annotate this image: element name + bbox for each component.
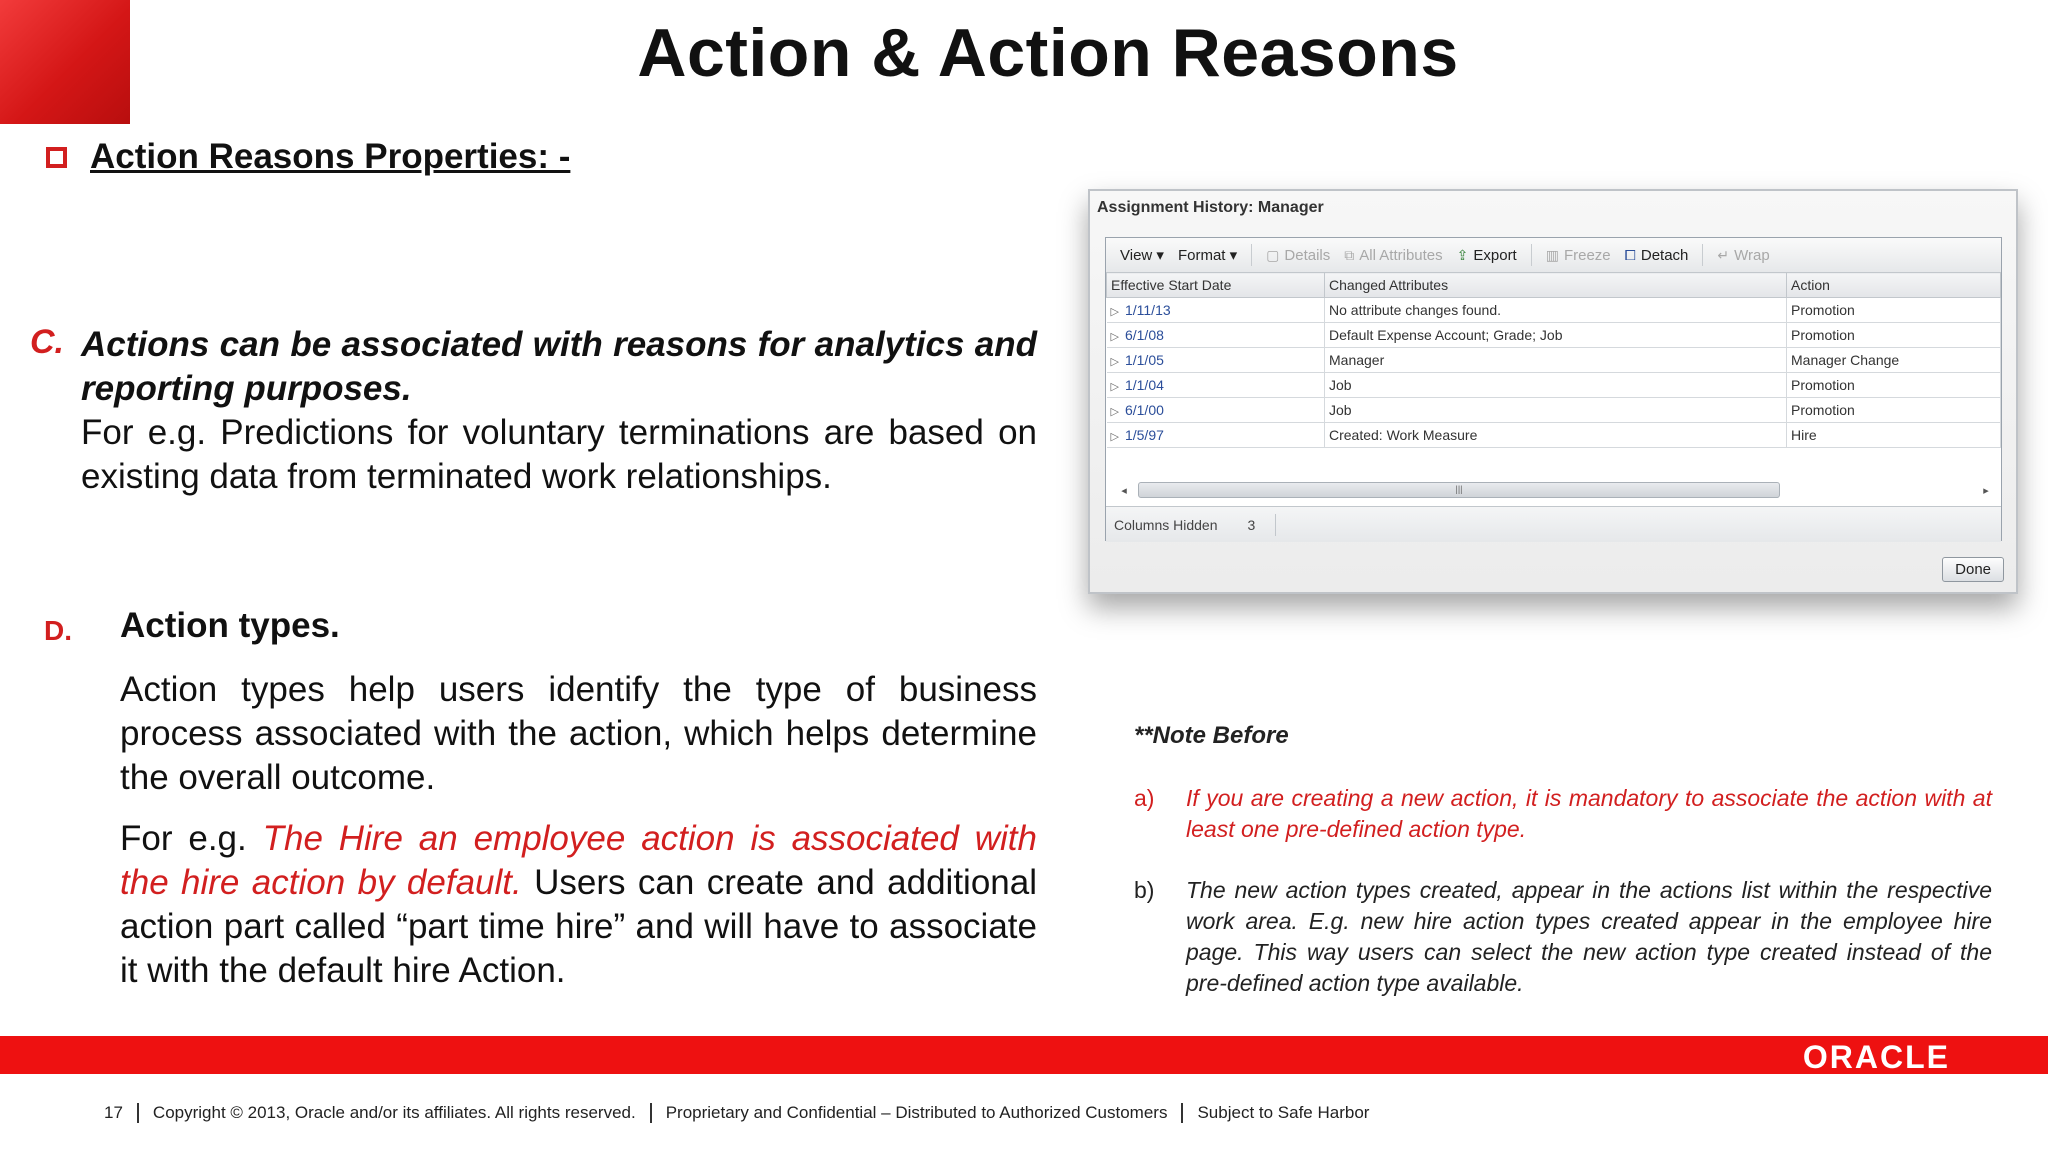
freeze-button[interactable] <box>1546 247 1611 264</box>
table-status-bar <box>1106 506 2001 542</box>
detach-button[interactable] <box>1625 247 1689 264</box>
changed-attributes-cell: Default Expense Account; Grade; Job <box>1325 323 1787 348</box>
export-button[interactable] <box>1457 247 1517 264</box>
copyright-text: Copyright © 2013, Oracle and/or its affiliates. All rights reserved. <box>152 1103 636 1122</box>
note-a-text: If you are creating a new action, it is mandatory to associate the action with at least one pre-defined action type. <box>1186 785 1992 842</box>
scrollbar-thumb[interactable]: ||| <box>1138 482 1780 498</box>
columns-hidden-count: 3 <box>1247 516 1256 533</box>
safe-harbor-text: Subject to Safe Harbor <box>1197 1103 1370 1122</box>
section-c-body: For e.g. Predictions for voluntary terminations are based on existing data from terminated work relationships. <box>81 413 1037 496</box>
history-grid <box>1106 272 2001 448</box>
dialog-title: Assignment History: Manager <box>1097 199 1324 216</box>
wrap-label: Wrap <box>1734 246 1770 264</box>
bullet-heading <box>46 137 570 177</box>
toolbar-divider <box>1251 244 1252 266</box>
date-cell <box>1107 398 1325 423</box>
expand-triangle-icon[interactable]: ▷ <box>1110 406 1119 418</box>
table-row[interactable] <box>1107 298 2001 323</box>
detach-icon: ⧠ <box>1624 246 1636 263</box>
table-toolbar <box>1106 238 2001 273</box>
column-header-effective-start-date[interactable]: Effective Start Date <box>1107 273 1325 298</box>
expand-triangle-icon[interactable]: ▷ <box>1110 331 1119 343</box>
wrap-icon: ↵ <box>1717 246 1730 263</box>
footer-divider <box>1181 1103 1183 1123</box>
history-table-panel <box>1105 237 2002 541</box>
page-number: 17 <box>104 1103 123 1122</box>
section-d-paragraph-2 <box>120 817 1037 993</box>
checkbox-bullet-icon <box>46 147 67 168</box>
export-label: Export <box>1473 246 1517 264</box>
freeze-label: Freeze <box>1563 246 1611 264</box>
note-item-a <box>1134 783 1992 845</box>
table-row[interactable] <box>1107 398 2001 423</box>
toolbar-divider <box>1531 244 1532 266</box>
changed-attributes-cell: Manager <box>1325 348 1787 373</box>
column-header-action[interactable]: Action <box>1787 273 2001 298</box>
action-cell: Promotion <box>1787 398 2001 423</box>
changed-attributes-cell: No attribute changes found. <box>1325 298 1787 323</box>
action-cell: Promotion <box>1787 298 2001 323</box>
table-row[interactable] <box>1107 423 2001 448</box>
action-cell: Hire <box>1787 423 2001 448</box>
section-d-paragraph-1: Action types help users identify the type of business process associated with the action, which helps determine the overall outcome. <box>120 670 1037 797</box>
oracle-logo: ORACLE <box>1802 1039 1950 1075</box>
all-attributes-label: All Attributes <box>1359 246 1443 264</box>
expand-triangle-icon[interactable]: ▷ <box>1110 306 1119 318</box>
confidential-text: Proprietary and Confidential – Distributed to Authorized Customers <box>665 1103 1168 1122</box>
done-button[interactable]: Done <box>1942 557 2004 582</box>
date-cell <box>1107 373 1325 398</box>
table-row[interactable] <box>1107 348 2001 373</box>
section-d-para2-highlight: The Hire an employee action is associated with the hire action by default. <box>120 819 1037 902</box>
date-value[interactable]: 6/1/00 <box>1124 402 1164 418</box>
detach-label: Detach <box>1640 246 1689 264</box>
scroll-right-icon[interactable]: ▸ <box>1983 484 1989 497</box>
date-cell <box>1107 298 1325 323</box>
section-d-para2-suffix: Users can create and additional action part called “part time hire” and will have to associate it with the default hire Action. <box>120 863 1037 990</box>
section-c-text <box>81 323 1037 499</box>
expand-triangle-icon[interactable]: ▷ <box>1110 431 1119 443</box>
freeze-icon: ▥ <box>1545 246 1559 263</box>
changed-attributes-cell: Created: Work Measure <box>1325 423 1787 448</box>
details-label: Details <box>1284 246 1331 264</box>
date-value[interactable]: 1/1/04 <box>1124 377 1164 393</box>
footer-red-bar <box>0 1036 2048 1074</box>
bullet-heading-text: Action Reasons Properties: - <box>90 137 571 176</box>
table-row[interactable] <box>1107 373 2001 398</box>
date-value[interactable]: 6/1/08 <box>1124 327 1164 343</box>
details-icon: ▢ <box>1266 246 1280 263</box>
attributes-icon: ⧉ <box>1344 246 1355 263</box>
columns-hidden-label: Columns Hidden <box>1114 516 1218 533</box>
footer-divider <box>650 1103 652 1123</box>
date-cell <box>1107 423 1325 448</box>
date-cell <box>1107 323 1325 348</box>
slide-title: Action & Action Reasons <box>637 15 1459 91</box>
section-c-lead: Actions can be associated with reasons for analytics and reporting purposes. <box>81 325 1037 408</box>
section-c-marker: C. <box>30 323 64 361</box>
assignment-history-dialog <box>1088 189 2018 594</box>
status-divider <box>1275 514 1276 536</box>
column-header-changed-attributes[interactable]: Changed Attributes <box>1325 273 1787 298</box>
date-cell <box>1107 348 1325 373</box>
view-menu[interactable] <box>1120 246 1164 264</box>
all-attributes-button[interactable] <box>1344 247 1442 264</box>
expand-triangle-icon[interactable]: ▷ <box>1110 381 1119 393</box>
changed-attributes-cell: Job <box>1325 373 1787 398</box>
note-a-marker: a) <box>1134 785 1155 811</box>
table-row[interactable] <box>1107 323 2001 348</box>
note-item-b <box>1134 875 1992 999</box>
action-cell: Manager Change <box>1787 348 2001 373</box>
date-value[interactable]: 1/5/97 <box>1124 427 1164 443</box>
export-icon: ⇪ <box>1456 246 1469 263</box>
section-d-heading: Action types. <box>120 606 340 645</box>
chevron-down-icon: ▾ <box>1229 247 1238 264</box>
view-menu-label: View <box>1120 246 1153 264</box>
horizontal-scrollbar[interactable] <box>1116 481 1994 499</box>
chevron-down-icon: ▾ <box>1156 247 1164 264</box>
footer-divider <box>137 1103 139 1123</box>
section-d-marker: D. <box>44 615 72 646</box>
changed-attributes-cell: Job <box>1325 398 1787 423</box>
note-heading: **Note Before <box>1134 722 1289 749</box>
action-cell: Promotion <box>1787 323 2001 348</box>
format-menu-label: Format <box>1177 246 1226 264</box>
date-value[interactable]: 1/1/05 <box>1124 352 1164 368</box>
section-d-para2-prefix: For e.g. <box>120 819 263 858</box>
slide-footer <box>104 1103 1369 1123</box>
details-button[interactable] <box>1266 247 1330 264</box>
date-value[interactable]: 1/11/13 <box>1124 302 1171 318</box>
note-b-text: The new action types created, appear in the actions list within the respective work area. E.g. new hire action types created appear in the employee hire page. This way users can select the new action type created instead of the pre-defined action type available. <box>1186 877 1992 996</box>
scroll-left-icon[interactable]: ◂ <box>1121 484 1127 497</box>
toolbar-divider <box>1702 244 1703 266</box>
wrap-button[interactable] <box>1717 247 1769 264</box>
note-b-marker: b) <box>1134 877 1155 903</box>
format-menu[interactable] <box>1178 246 1237 264</box>
action-cell: Promotion <box>1787 373 2001 398</box>
expand-triangle-icon[interactable]: ▷ <box>1110 356 1119 368</box>
